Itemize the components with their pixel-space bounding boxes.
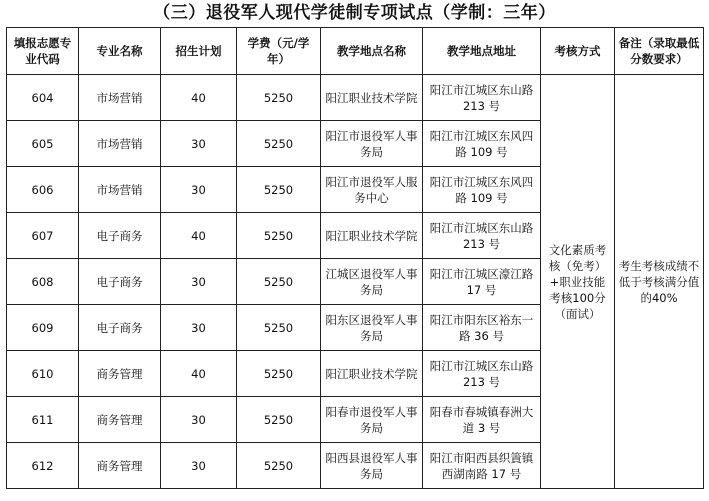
cell-major: 市场营销 bbox=[79, 121, 161, 167]
page-title: （三）退役军人现代学徒制专项试点（学制：三年） bbox=[153, 3, 556, 23]
col-header-site-addr: 教学地点地址 bbox=[423, 28, 541, 75]
col-header-note: 备注（录取最低分数要求） bbox=[615, 28, 704, 75]
cell-fee: 5250 bbox=[237, 167, 321, 213]
cell-major: 电子商务 bbox=[79, 259, 161, 305]
cell-site-name: 江城区退役军人事务局 bbox=[321, 259, 423, 305]
cell-site-addr: 阳江市江城区东山路 213 号 bbox=[423, 351, 541, 397]
cell-plan: 40 bbox=[161, 213, 237, 259]
cell-plan: 30 bbox=[161, 305, 237, 351]
cell-fee: 5250 bbox=[237, 351, 321, 397]
cell-fee: 5250 bbox=[237, 305, 321, 351]
cell-code: 604 bbox=[7, 75, 79, 121]
cell-site-addr: 阳江市阳西县织篢镇西湖南路 17 号 bbox=[423, 443, 541, 489]
cell-site-name: 阳西县退役军人事务局 bbox=[321, 443, 423, 489]
cell-major: 商务管理 bbox=[79, 351, 161, 397]
cell-major: 电子商务 bbox=[79, 305, 161, 351]
cell-site-addr: 阳江市江城区东山路 213 号 bbox=[423, 213, 541, 259]
cell-site-addr: 阳江市江城区东风四路 109 号 bbox=[423, 121, 541, 167]
cell-site-name: 阳东区退役军人事务局 bbox=[321, 305, 423, 351]
cell-fee: 5250 bbox=[237, 121, 321, 167]
cell-plan: 30 bbox=[161, 397, 237, 443]
cell-code: 607 bbox=[7, 213, 79, 259]
cell-site-addr: 阳春市春城镇春洲大道 3 号 bbox=[423, 397, 541, 443]
cell-plan: 30 bbox=[161, 259, 237, 305]
cell-site-name: 阳江市退役军人事务局 bbox=[321, 121, 423, 167]
col-header-site-name: 教学地点名称 bbox=[321, 28, 423, 75]
cell-site-addr: 阳江市江城区濠江路 17 号 bbox=[423, 259, 541, 305]
col-header-code: 填报志愿专业代码 bbox=[7, 28, 79, 75]
cell-fee: 5250 bbox=[237, 259, 321, 305]
cell-site-addr: 阳江市江城区东山路 213 号 bbox=[423, 75, 541, 121]
cell-fee: 5250 bbox=[237, 75, 321, 121]
cell-plan: 30 bbox=[161, 167, 237, 213]
cell-major: 市场营销 bbox=[79, 167, 161, 213]
col-header-fee: 学费（元/学年） bbox=[237, 28, 321, 75]
cell-site-name: 阳江市退役军人服务中心 bbox=[321, 167, 423, 213]
cell-code: 609 bbox=[7, 305, 79, 351]
cell-fee: 5250 bbox=[237, 397, 321, 443]
cell-code: 612 bbox=[7, 443, 79, 489]
cell-code: 608 bbox=[7, 259, 79, 305]
cell-exam-method: 文化素质考核（免考）+职业技能考核100分（面试） bbox=[541, 75, 615, 489]
cell-plan: 30 bbox=[161, 443, 237, 489]
cell-code: 606 bbox=[7, 167, 79, 213]
header-row bbox=[7, 28, 704, 75]
col-header-major: 专业名称 bbox=[79, 28, 161, 75]
col-header-plan: 招生计划 bbox=[161, 28, 237, 75]
col-header-exam: 考核方式 bbox=[541, 28, 615, 75]
cell-plan: 40 bbox=[161, 75, 237, 121]
cell-plan: 40 bbox=[161, 351, 237, 397]
cell-major: 商务管理 bbox=[79, 397, 161, 443]
cell-code: 605 bbox=[7, 121, 79, 167]
cell-site-addr: 阳江市阳东区裕东一路 36 号 bbox=[423, 305, 541, 351]
cell-fee: 5250 bbox=[237, 213, 321, 259]
cell-plan: 30 bbox=[161, 121, 237, 167]
cell-major: 市场营销 bbox=[79, 75, 161, 121]
cell-site-name: 阳春市退役军人事务局 bbox=[321, 397, 423, 443]
cell-site-name: 阳江职业技术学院 bbox=[321, 213, 423, 259]
enrollment-table bbox=[6, 27, 704, 489]
cell-code: 611 bbox=[7, 397, 79, 443]
cell-site-name: 阳江职业技术学院 bbox=[321, 351, 423, 397]
cell-site-name: 阳江职业技术学院 bbox=[321, 75, 423, 121]
cell-site-addr: 阳江市江城区东风四路 109 号 bbox=[423, 167, 541, 213]
cell-fee: 5250 bbox=[237, 443, 321, 489]
table-row bbox=[7, 75, 704, 121]
cell-major: 电子商务 bbox=[79, 213, 161, 259]
cell-note: 考生考核成绩不低于考核满分值的40% bbox=[615, 75, 704, 489]
cell-code: 610 bbox=[7, 351, 79, 397]
cell-major: 商务管理 bbox=[79, 443, 161, 489]
